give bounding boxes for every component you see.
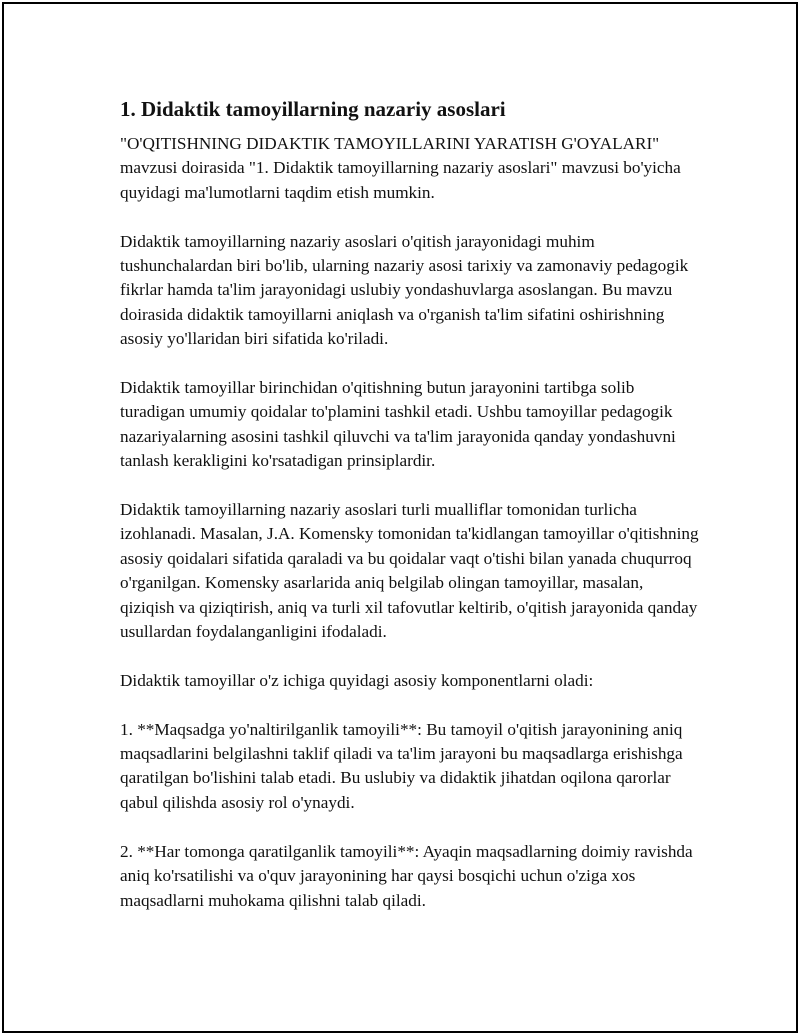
document-body xyxy=(120,96,700,937)
paragraph-komensky: Didaktik tamoyillarning nazariy asoslari turli mualliflar tomonidan turlicha izohlanadi. Masalan, J.A. Komensky tomonidan ta'kidlangan tamoyillar o'qitishning asosiy qoidalari sifatida qaraladi va bu qoidalar vaqt o'tishi bilan yanada chuqurroq o'rganilgan. Komensky asarlarida aniq belgilab olingan tamoyillar, masalan, qiziqish va qiziqtirish, aniq va turli xil tafovutlar keltirib, o'qitish jarayonida qanday usullardan foydalanganligini ifodaladi. xyxy=(120,500,699,642)
section-heading: 1. Didaktik tamoyillarning nazariy asoslari xyxy=(120,97,506,121)
paragraph-intro: "O'QITISHNING DIDAKTIK TAMOYILLARINI YARATISH G'OYALARI" mavzusi doirasida "1. Didaktik tamoyillarning nazariy asoslari" mavzusi bo'yicha quyidagi ma'lumotlarni taqdim etish mumkin. xyxy=(120,134,681,202)
paragraph-component-1: 1. **Maqsadga yo'naltirilganlik tamoyili**: Bu tamoyil o'qitish jarayonining aniq maqsadlarini belgilashni taklif qiladi va ta'lim jarayoni bu maqsadlarga erishishga qaratilgan bo'lishini talab etadi. Bu uslubiy va didaktik jihatdan oqilona qarorlar qabul qilishda asosiy rol o'ynaydi. xyxy=(120,719,683,812)
paragraph-component-2: 2. **Har tomonga qaratilganlik tamoyili**: Ayaqin maqsadlarning doimiy ravishda aniq ko'rsatilishi va o'quv jarayonining har qaysi bosqichi uchun o'ziga xos maqsadlarni muhokama qilishni talab qiladi. xyxy=(120,841,693,910)
paragraph-definition: Didaktik tamoyillarning nazariy asoslari o'qitish jarayonidagi muhim tushunchalardan biri bo'lib, ularning nazariy asosi tarixiy va zamonaviy pedagogik fikrlar hamda ta'lim jarayonidagi uslubiy yondashuvlarga asoslangan. Bu mavzu doirasida didaktik tamoyillarni aniqlash va o'rganish ta'lim sifatini oshirishning asosiy yo'llaridan biri sifatida ko'riladi. xyxy=(120,231,689,349)
page-frame xyxy=(2,2,798,1033)
paragraph-general-rules: Didaktik tamoyillar birinchidan o'qitishning butun jarayonini tartibga solib turadigan umumiy qoidalar to'plamini tashkil etadi. Ushbu tamoyillar pedagogik nazariyalarning asosini tashkil qiluvchi va ta'lim jarayonida qanday yondashuvni tanlash kerakligini ko'rsatadigan prinsiplardir. xyxy=(120,378,676,471)
paragraph-components-intro: Didaktik tamoyillar o'z ichiga quyidagi asosiy komponentlarni oladi: xyxy=(120,670,594,690)
